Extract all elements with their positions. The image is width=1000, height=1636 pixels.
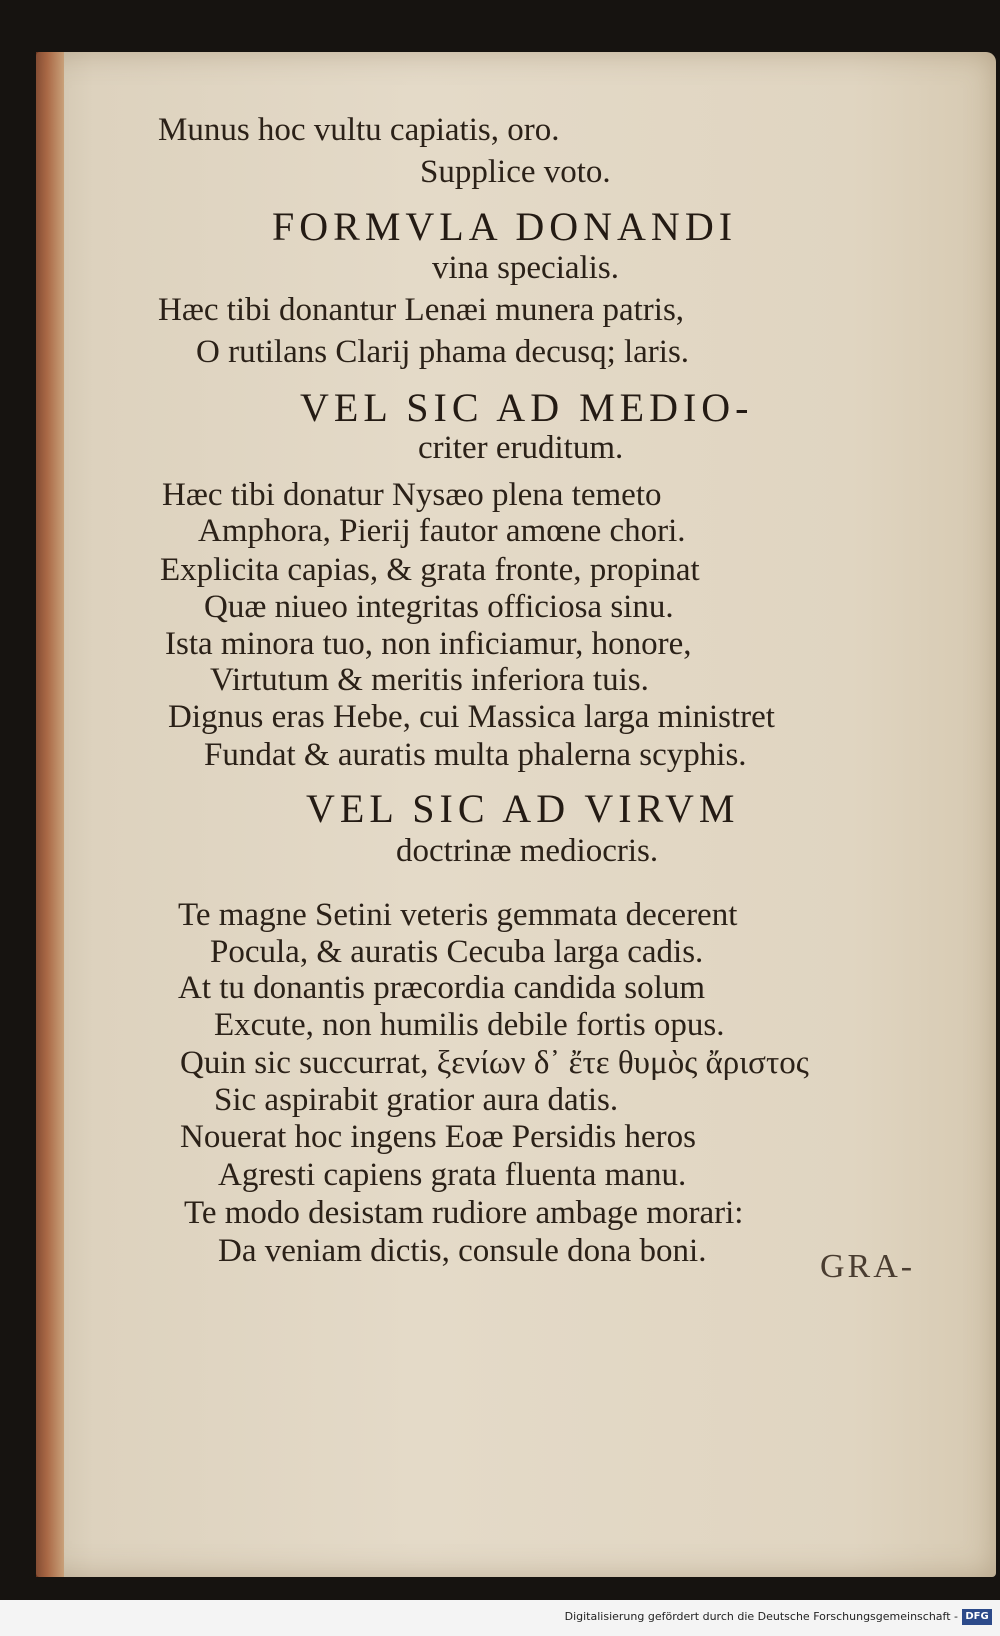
text-line: Fundat & auratis multa phalerna scyphis. — [204, 737, 747, 773]
text-line: Ista minora tuo, non inficiamur, honore, — [165, 626, 692, 662]
text-line: Hæc tibi donatur Nysæo plena temeto — [162, 477, 662, 513]
text-line: Quæ niueo integritas officiosa sinu. — [204, 589, 674, 625]
text-line: Nouerat hoc ingens Eoæ Persidis heros — [180, 1119, 696, 1155]
text-line: Da veniam dictis, consule dona boni. — [218, 1233, 707, 1269]
text-line: vina specialis. — [432, 250, 619, 286]
text-line: Virtutum & meritis inferiora tuis. — [210, 662, 649, 698]
catchword: GRA- — [820, 1248, 916, 1285]
text-line: doctrinæ mediocris. — [396, 833, 659, 869]
text-line: Quin sic succurrat, ξενίων δ᾽ ἔτε θυμὸς ἄριστος — [180, 1045, 809, 1081]
text-line: Sic aspirabit gratior aura datis. — [214, 1082, 619, 1118]
text-line: O rutilans Clarij phama decusq; laris. — [196, 334, 690, 370]
section-heading: FORMVLA DONANDI — [272, 204, 738, 249]
text-line: At tu donantis præcordia candida solum — [178, 970, 705, 1006]
text-line: Hæc tibi donantur Lenæi munera patris, — [158, 292, 685, 328]
text-line: Agresti capiens grata fluenta manu. — [218, 1157, 687, 1193]
text-line: Te magne Setini veteris gemmata decerent — [178, 897, 738, 933]
section-heading: VEL SIC AD VIRVM — [306, 786, 740, 831]
text-line: Te modo desistam rudiore ambage morari: — [184, 1195, 744, 1231]
text-line: Supplice voto. — [420, 154, 611, 190]
text-line: Dignus eras Hebe, cui Massica larga ministret — [168, 699, 775, 735]
footer-credit: Digitalisierung gefördert durch die Deutsche Forschungsgemeinschaft - — [564, 1610, 958, 1623]
text-line: criter eruditum. — [418, 430, 624, 466]
text-line: Amphora, Pierij fautor amœne chori. — [198, 513, 686, 549]
text-line: Explicita capias, & grata fronte, propinat — [160, 552, 700, 588]
text-line: Excute, non humilis debile fortis opus. — [214, 1007, 725, 1043]
text-line: Munus hoc vultu capiatis, oro. — [158, 112, 560, 148]
section-heading: VEL SIC AD MEDIO- — [300, 385, 754, 430]
text-line: Pocula, & auratis Cecuba larga cadis. — [210, 934, 704, 970]
dfg-logo-icon: DFG — [962, 1609, 992, 1625]
footer-bar — [0, 1600, 1000, 1636]
